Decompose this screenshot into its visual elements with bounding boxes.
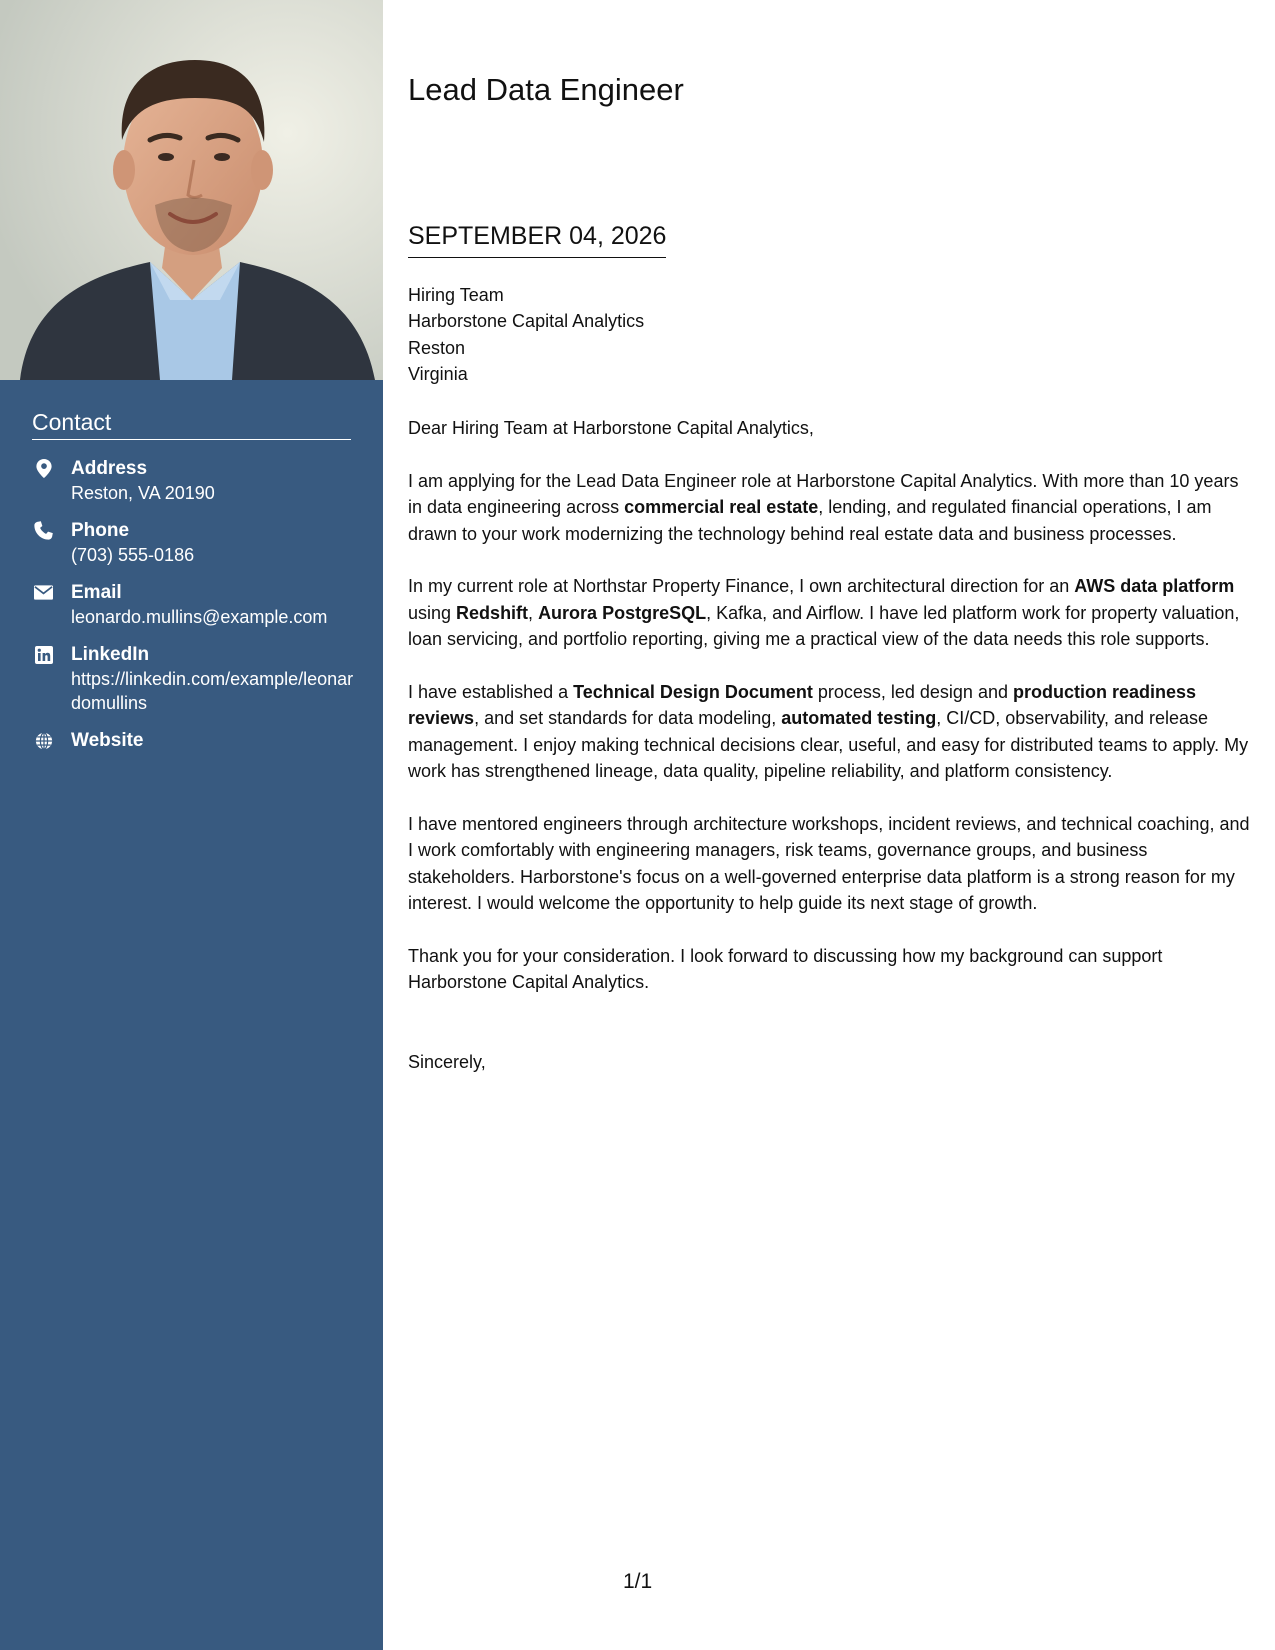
phone-label: Phone — [71, 520, 130, 541]
phone-icon — [34, 521, 53, 540]
recipient-company: Harborstone Capital Analytics — [408, 311, 645, 332]
job-title: Lead Data Engineer — [408, 72, 684, 107]
body-text: I have mentored engineers through architecture workshops, incident reviews, and technical coaching, and I work comfortably with engineering managers, risk teams, governance groups, and business stakeholders. Harborstone's focus on a well-governed enterprise data platform is a strong reason for my interest. I would welcome the opportunity to help guide its next stage of growth. — [408, 814, 1250, 914]
body-paragraph-2 — [408, 573, 1253, 652]
body-text: , CI/CD, observability, and release management. I enjoy making technical decisions clear, useful, and easy for distributed teams to apply. My work has strengthened lineage, data quality, pipeline reliability, and platform consistency. — [408, 708, 1249, 782]
linkedin-icon — [34, 645, 53, 664]
recipient-state: Virginia — [408, 363, 468, 384]
body-paragraph-3 — [408, 679, 1253, 785]
body-text: , lending, and regulated financial operations, I am drawn to your work modernizing the technology behind real estate data and business processes. — [408, 497, 1212, 544]
emphasis-text: Aurora PostgreSQL — [538, 602, 707, 623]
body-text: I have established a — [408, 682, 574, 703]
body-text: , — [528, 602, 539, 623]
emphasis-text: commercial real estate — [624, 497, 819, 518]
address-value: Reston, VA 20190 — [71, 483, 215, 503]
recipient-city: Reston — [408, 337, 466, 358]
email-label: Email — [71, 582, 122, 603]
phone-value: (703) 555-0186 — [71, 545, 195, 565]
body-text: , and set standards for data modeling, — [474, 708, 782, 729]
letter-date: SEPTEMBER 04, 2026 — [408, 222, 666, 258]
contact-item-linkedin — [32, 643, 362, 715]
body-text: Thank you for your consideration. I look forward to discussing how my background can support Harborstone Capital Analytics. — [408, 946, 1163, 993]
page-number: 1/1 — [623, 1570, 653, 1593]
body-text: I am applying for the Lead Data Engineer role at Harborstone Capital Analytics. With more than 10 years in data engineering across — [408, 470, 1239, 518]
emphasis-text: AWS data platform — [1074, 576, 1235, 597]
body-paragraph-5 — [408, 943, 1253, 996]
body-paragraph-4 — [408, 811, 1253, 917]
emphasis-text: Technical Design Document — [573, 682, 813, 703]
recipient-block — [408, 282, 644, 387]
contact-item-website — [32, 729, 362, 753]
linkedin-label: LinkedIn — [71, 644, 150, 665]
salutation: Dear Hiring Team at Harborstone Capital Analytics, — [408, 418, 814, 438]
contact-item-address — [32, 457, 362, 505]
body-text: using — [408, 602, 457, 623]
email-link[interactable]: leonardo.mullins@example.com — [71, 607, 328, 627]
contact-item-email — [32, 581, 362, 629]
globe-icon — [34, 731, 53, 750]
contact-item-phone — [32, 519, 362, 567]
location-pin-icon — [34, 459, 53, 478]
website-label: Website — [71, 730, 144, 751]
body-text: In my current role at Northstar Property Finance, I own architectural direction for an — [408, 576, 1075, 597]
emphasis-text: Redshift — [456, 602, 529, 623]
letter-body — [408, 415, 1253, 1102]
body-text: , Kafka, and Airflow. I have led platform work for property valuation, loan servicing, and portfolio reporting, giving me a practical view of the data needs this role supports. — [408, 602, 1240, 650]
contact-heading: Contact — [32, 410, 351, 440]
email-icon — [34, 583, 53, 602]
body-text: process, led design and — [812, 682, 1013, 703]
body-paragraph-1 — [408, 468, 1253, 547]
sidebar — [0, 0, 383, 1650]
emphasis-text: automated testing — [781, 708, 937, 729]
linkedin-link[interactable]: https://linkedin.com/example/leonardomullins — [71, 669, 354, 713]
recipient-line: Hiring Team — [408, 285, 504, 305]
emphasis-text: production readiness reviews — [408, 682, 1197, 729]
address-label: Address — [71, 458, 148, 479]
closing: Sincerely, — [408, 1051, 486, 1072]
profile-photo — [0, 0, 383, 380]
contact-list — [32, 457, 362, 767]
